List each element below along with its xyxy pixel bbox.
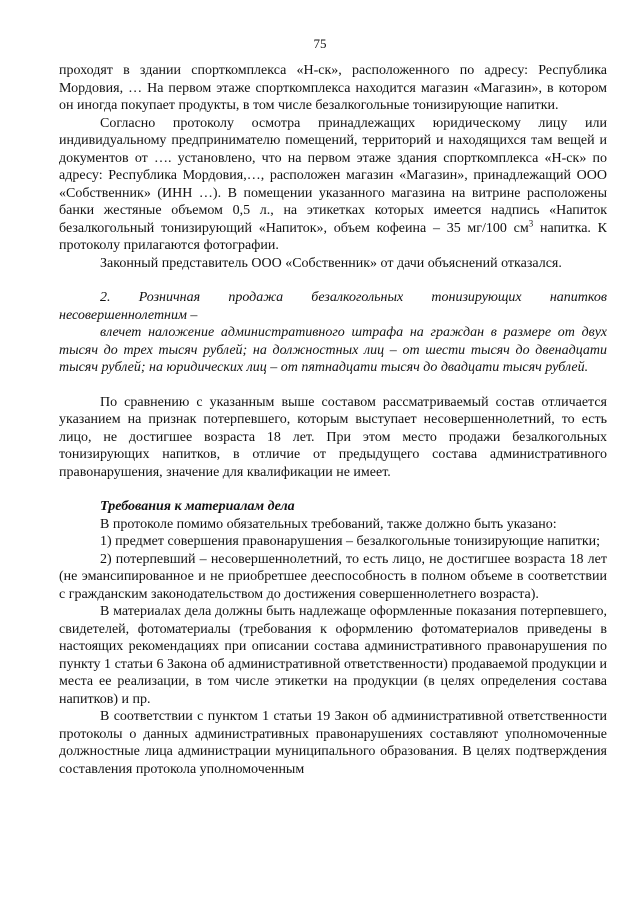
paragraph-inspection-protocol (59, 115, 607, 255)
inspection-protocol-text: Согласно протоколу осмотра принадлежащих юридическому лицу или индивидуальному предпринимателю помещений, территорий и находящихся там вещей и документов от …. установлено, что на первом этаже здания спорткомплекса «Н-ск» по адресу: Республика Мордовия,…, расположен магазин «Магазин», принадлежащий ООО «Собственник» (ИНН …). В помещении указанного магазина на витрине расположены банки жестяные объемом 0,5 л., на этикетках которых имеется надпись «Напиток безалкогольный тонизирующий «Напиток», объем кофеина – 35 мг/100 см (59, 115, 607, 236)
paragraph-case-materials: В материалах дела должны быть надлежаще оформленные показания потерпевшего, свидетелей, фотоматериалы (требования к оформлению фотоматериалов приведены в настоящих рекомендациях при описании состава административного правонарушения по пункту 1 статьи 6 Закона об административной ответственности) продаваемой продукции и места ее реализации, в том числе этикетки на продукции (в целях определения состава напитков) и пр. (59, 604, 607, 707)
paragraph-continuation: проходят в здании спорткомплекса «Н-ск», расположенного по адресу: Республика Мордовия, … На первом этаже спорткомплекса находится магазин «Магазин», в котором он иногда покупает продукты, в том числе безалкогольные тонизирующие напитки. (59, 63, 607, 113)
paragraph-protocol-requirements: В протоколе помимо обязательных требований, также должно быть указано: (100, 516, 557, 532)
paragraph-authority: В соответствии с пунктом 1 статьи 19 Закон об административной ответственности протоколы о данных административных правонарушениях составляют уполномоченные должностные лица администрации муниципального образования. В целях подтверждения составления протокола уполномоченным (59, 709, 607, 777)
page-number: 75 (313, 36, 327, 51)
document-body (59, 62, 607, 778)
inspection-protocol-tail: напитка. К протоколу прилагаются фотографии. (59, 220, 607, 253)
penalty-text: влечет наложение административного штрафа на граждан в размере от двух тысяч до трех тысяч рублей; на должностных лиц – от шести тысяч до двенадцати тысяч рублей; на юридических лиц – от пятнадцати тысяч до двадцати тысяч рублей. (59, 325, 607, 375)
paragraph-comparison: По сравнению с указанным выше составом рассматриваемый состав отличается указанием на признак потерпевшего, которым выступает несовершеннолетний, то есть лицо, не достигшее возраста 18 лет. При этом место продажи безалкогольных тонизирующих напитков, в отличие от предыдущего состава административного правонарушения, значение для квалификации не имеет. (59, 394, 607, 480)
article-citation: 2. Розничная продажа безалкогольных тонизирующих напитков несовершеннолетним – (59, 290, 607, 323)
superscript-three: 3 (528, 217, 534, 228)
list-item-subject: 1) предмет совершения правонарушения – безалкогольные тонизирующие напитки; (100, 534, 601, 549)
list-item-victim: 2) потерпевший – несовершеннолетний, то есть лицо, не достигшее возраста 18 лет (не эмансипированное и не приобретшее дееспособность в полном объеме в соответствии с гражданским законодательством до достижения совершеннолетнего возраста). (59, 551, 607, 602)
paragraph-refusal: Законный представитель ООО «Собственник» от дачи объяснений отказался. (100, 255, 562, 271)
section-heading: Требования к материалам дела (100, 499, 295, 514)
